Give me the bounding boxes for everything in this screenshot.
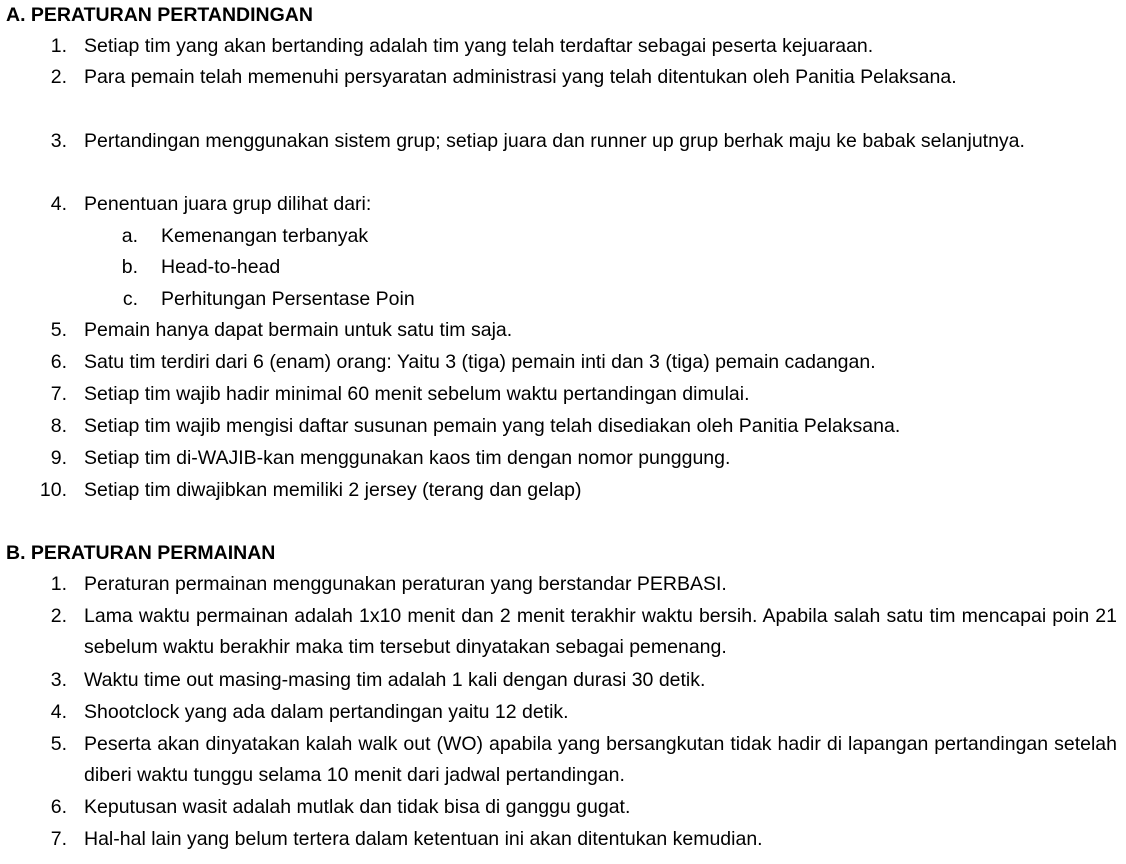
list-text: Para pemain telah memenuhi persyaratan administrasi yang telah ditentukan oleh Panitia Pelaksana. <box>84 66 957 88</box>
list-text: Setiap tim di-WAJIB-kan menggunakan kaos tim dengan nomor punggung. <box>84 447 731 469</box>
list-text: Shootclock yang ada dalam pertandingan yaitu 12 detik. <box>84 701 569 723</box>
list-text: Setiap tim wajib mengisi daftar susunan pemain yang telah disediakan oleh Panitia Pelaksana. <box>84 415 901 437</box>
list-number: 10. <box>39 479 67 501</box>
sub-list-text: Kemenangan terbanyak <box>161 225 369 247</box>
list-text: Waktu time out masing-masing tim adalah 1 kali dengan durasi 30 detik. <box>84 669 706 691</box>
list-number: 2. <box>50 66 67 88</box>
sub-list-text: Head-to-head <box>161 256 281 278</box>
list-number: 9. <box>50 447 67 469</box>
list-text: Hal-hal lain yang belum tertera dalam ketentuan ini akan ditentukan kemudian. <box>84 828 763 850</box>
list-text: Setiap tim diwajibkan memiliki 2 jersey (terang dan gelap) <box>84 479 582 501</box>
list-text: Keputusan wasit adalah mutlak dan tidak bisa di ganggu gugat. <box>84 796 631 818</box>
list-text: Peserta akan dinyatakan kalah walk out (WO) apabila yang bersangkutan tidak hadir di lapangan pertandingan setelah diberi waktu tunggu selama 10 menit dari jadwal pertandingan. <box>84 733 1117 787</box>
list-number: 2. <box>50 605 67 627</box>
list-text: Pertandingan menggunakan sistem grup; setiap juara dan runner up grup berhak maju ke babak selanjutnya. <box>84 130 1025 152</box>
list-number: 7. <box>50 828 67 850</box>
sub-list-letter: c. <box>122 288 138 310</box>
list-text: Penentuan juara grup dilihat dari: <box>84 193 372 215</box>
list-number: 4. <box>50 701 67 723</box>
list-number: 1. <box>50 35 67 57</box>
list-number: 6. <box>50 351 67 373</box>
sub-list-text: Perhitungan Persentase Poin <box>161 288 415 310</box>
sub-list-letter: a. <box>121 225 138 247</box>
list-number: 5. <box>50 733 67 755</box>
list-number: 5. <box>50 319 67 341</box>
section-b-title: B. PERATURAN PERMAINAN <box>6 542 276 564</box>
list-text: Lama waktu permainan adalah 1x10 menit dan 2 menit terakhir waktu bersih. Apabila salah satu tim mencapai poin 21 sebelum waktu berakhir maka tim tersebut dinyatakan sebagai pemenang. <box>84 605 1117 659</box>
list-number: 4. <box>50 193 67 215</box>
list-number: 8. <box>50 415 67 437</box>
list-number: 3. <box>50 669 67 691</box>
list-number: 1. <box>50 573 67 595</box>
list-text: Pemain hanya dapat bermain untuk satu tim saja. <box>84 319 513 341</box>
list-number: 6. <box>50 796 67 818</box>
list-number: 3. <box>50 130 67 152</box>
list-text: Setiap tim yang akan bertanding adalah tim yang telah terdaftar sebagai peserta kejuaraan. <box>84 35 874 57</box>
sub-list-letter: b. <box>121 256 138 278</box>
list-text: Peraturan permainan menggunakan peraturan yang berstandar PERBASI. <box>84 573 727 595</box>
list-text: Setiap tim wajib hadir minimal 60 menit sebelum waktu pertandingan dimulai. <box>84 383 750 405</box>
list-number: 7. <box>50 383 67 405</box>
section-a-title: A. PERATURAN PERTANDINGAN <box>6 4 313 26</box>
list-text: Satu tim terdiri dari 6 (enam) orang: Yaitu 3 (tiga) pemain inti dan 3 (tiga) pemain cadangan. <box>84 351 876 373</box>
